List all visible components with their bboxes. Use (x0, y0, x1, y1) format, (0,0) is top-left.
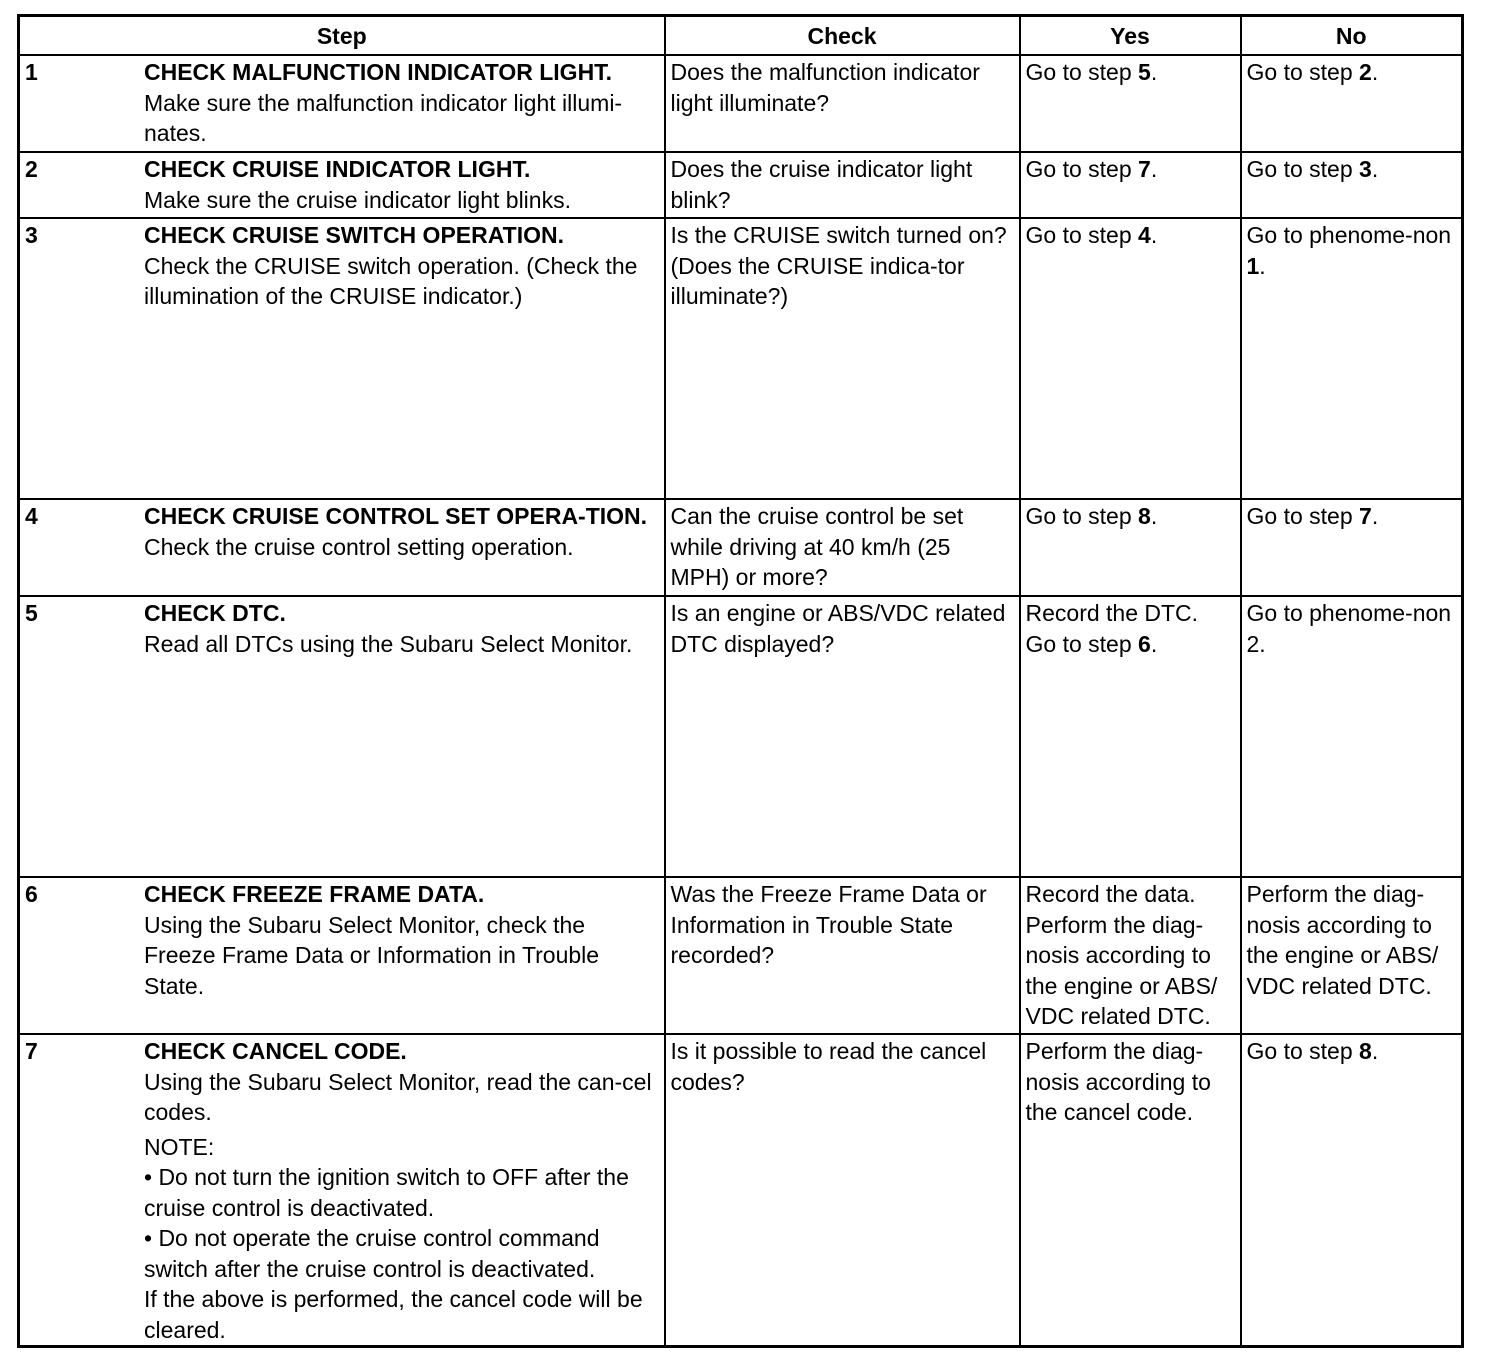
check-cell: Does the malfunction indicator light illuminate? (665, 55, 1020, 152)
step-title: CHECK DTC. (144, 600, 286, 626)
no-step-ref: 1 (1246, 252, 1260, 279)
no-cell (1241, 1034, 1463, 1347)
step-description: Read all DTCs using the Subaru Select Monitor. (144, 630, 633, 657)
step-cell (19, 152, 665, 218)
step-number: 6 (25, 881, 38, 907)
step-cell (19, 55, 665, 152)
header-yes: Yes (1020, 16, 1241, 56)
step-number: 7 (25, 1038, 38, 1064)
step-title: CHECK CRUISE SWITCH OPERATION. (144, 222, 564, 248)
yes-pre: Record the DTC. (1025, 600, 1199, 626)
header-step: Step (19, 16, 665, 56)
check-cell: Does the cruise indicator light blink? (665, 152, 1020, 218)
yes-text: Go to step (1025, 156, 1139, 182)
step-description: Using the Subaru Select Monitor, read the can-cel codes. (144, 1068, 652, 1125)
step-cell (19, 596, 665, 877)
no-text: Go to step (1246, 1038, 1360, 1064)
diagnostic-table (17, 14, 1464, 1348)
table-row (19, 596, 1463, 877)
yes-text: Go to step (1025, 630, 1139, 657)
step-cell (19, 877, 665, 1034)
yes-cell (1020, 877, 1241, 1034)
no-step-ref: 2 (1359, 59, 1372, 85)
yes-step-ref: 6 (1138, 630, 1151, 657)
yes-end: . (1150, 630, 1158, 657)
no-cell (1241, 55, 1463, 152)
yes-text: Perform the diag-nosis according to the engine or ABS/ VDC related DTC. (1025, 911, 1218, 1029)
step-number: 2 (25, 156, 38, 182)
table-row (19, 55, 1463, 152)
check-cell: Is the CRUISE switch turned on? (Does the CRUISE indica-tor illuminate?) (665, 218, 1020, 499)
yes-cell (1020, 499, 1241, 596)
no-text: Go to step (1246, 156, 1360, 182)
no-step-ref: 3 (1359, 156, 1372, 182)
step-description: Check the cruise control setting operation. (144, 533, 574, 560)
step-cell (19, 1034, 665, 1347)
no-end: . (1371, 59, 1379, 85)
step-title: CHECK CRUISE CONTROL SET OPERA-TION. (144, 503, 648, 529)
yes-cell (1020, 596, 1241, 877)
step-number: 3 (25, 222, 38, 248)
yes-text: Go to step (1025, 222, 1139, 248)
step-cell (19, 499, 665, 596)
check-cell: Can the cruise control be set while driving at 40 km/h (25 MPH) or more? (665, 499, 1020, 596)
yes-text: Go to step (1025, 503, 1139, 529)
no-cell: Go to phenome-non 2. (1241, 596, 1463, 877)
table-row (19, 499, 1463, 596)
step-title: CHECK MALFUNCTION INDICATOR LIGHT. (144, 59, 613, 85)
step-cell (19, 218, 665, 499)
step-number: 1 (25, 59, 38, 85)
no-text: Go to step (1246, 503, 1360, 529)
no-cell: Perform the diag-nosis according to the engine or ABS/ VDC related DTC. (1241, 877, 1463, 1034)
note-after: If the above is performed, the cancel code will be cleared. (144, 1286, 643, 1343)
no-text: Go to step (1246, 59, 1360, 85)
yes-end: . (1150, 59, 1158, 85)
no-step-ref: 7 (1359, 503, 1372, 529)
no-step-ref: 8 (1359, 1038, 1372, 1064)
no-text: Go to phenome-non (1246, 222, 1452, 248)
yes-pre: Record the data. (1025, 881, 1196, 907)
table-row (19, 152, 1463, 218)
yes-cell: Perform the diag-nosis according to the cancel code. (1020, 1034, 1241, 1347)
no-end: . (1259, 252, 1266, 279)
step-title: CHECK CANCEL CODE. (144, 1038, 407, 1064)
yes-step-ref: 5 (1138, 59, 1151, 85)
check-cell: Is an engine or ABS/VDC related DTC displayed? (665, 596, 1020, 877)
yes-cell (1020, 55, 1241, 152)
no-end: . (1371, 1038, 1379, 1064)
table-row (19, 218, 1463, 499)
step-number: 5 (25, 600, 38, 626)
yes-end: . (1150, 156, 1158, 182)
table-row (19, 877, 1463, 1034)
step-description: Make sure the cruise indicator light blinks. (144, 186, 571, 213)
step-number: 4 (25, 503, 38, 529)
step-description: Make sure the malfunction indicator light illumi-nates. (144, 89, 623, 146)
header-row (19, 16, 1463, 56)
no-cell (1241, 152, 1463, 218)
step-description: Check the CRUISE switch operation. (Check the illumination of the CRUISE indicator.) (144, 252, 638, 309)
yes-cell (1020, 218, 1241, 499)
header-no: No (1241, 16, 1463, 56)
yes-step-ref: 4 (1138, 222, 1151, 248)
no-end: . (1371, 156, 1379, 182)
yes-cell (1020, 152, 1241, 218)
check-cell: Was the Freeze Frame Data or Information in Trouble State recorded? (665, 877, 1020, 1034)
no-cell (1241, 499, 1463, 596)
note-label: NOTE: (144, 1133, 215, 1160)
note-bullet: • Do not operate the cruise control command switch after the cruise control is deactivated. (144, 1225, 600, 1282)
step-description: Using the Subaru Select Monitor, check the Freeze Frame Data or Information in Trouble State. (144, 911, 600, 999)
note-bullet: • Do not turn the ignition switch to OFF after the cruise control is deactivated. (144, 1164, 629, 1221)
header-check: Check (665, 16, 1020, 56)
no-end: . (1371, 503, 1379, 529)
no-cell (1241, 218, 1463, 499)
step-title: CHECK FREEZE FRAME DATA. (144, 881, 485, 907)
step-title: CHECK CRUISE INDICATOR LIGHT. (144, 156, 531, 182)
yes-step-ref: 8 (1138, 503, 1151, 529)
yes-text: Go to step (1025, 59, 1139, 85)
yes-step-ref: 7 (1138, 156, 1151, 182)
check-cell: Is it possible to read the cancel codes? (665, 1034, 1020, 1347)
table-row (19, 1034, 1463, 1347)
yes-end: . (1150, 503, 1158, 529)
yes-end: . (1150, 222, 1158, 248)
